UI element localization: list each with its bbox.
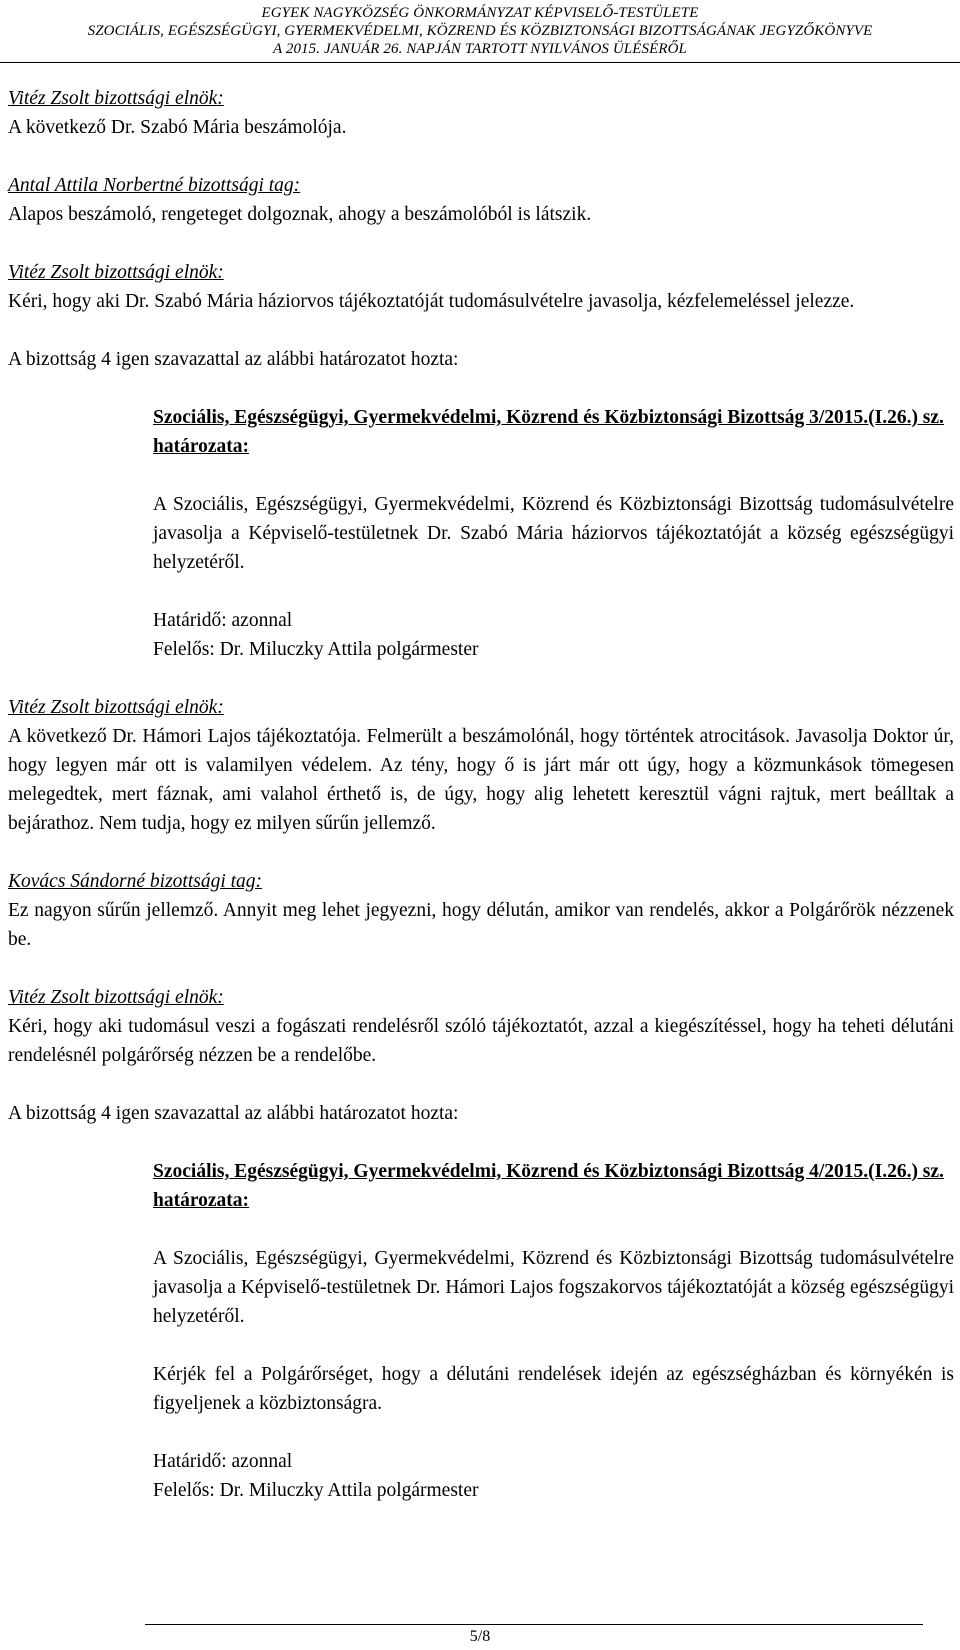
speech-text: Kéri, hogy aki Dr. Szabó Mária háziorvos tájékoztatóját tudomásulvételre javasolja, kézfelemeléssel jelezze. (8, 291, 855, 312)
header-council-name: EGYEK NAGYKÖZSÉG ÖNKORMÁNYZAT KÉPVISELŐ-TESTÜLETE (261, 5, 699, 21)
speaker-label: Vitéz Zsolt bizottsági elnök: (8, 262, 224, 283)
speaker-label: Vitéz Zsolt bizottsági elnök: (8, 88, 224, 109)
resolution-body: A Szociális, Egészségügyi, Gyermekvédelmi, Közrend és Közbiztonsági Bizottság tudomásulvételre javasolja a Képviselő-testületnek Dr. Hámori Lajos fogszakorvos tájékoztatóját a község egészségügyi helyzetéről. (153, 1248, 954, 1327)
speech-text: Kéri, hogy aki tudomásul veszi a fogászati rendelésről szóló tájékoztatót, azzal a kiegészítéssel, hogy ha teheti délutáni rendelésnél polgárőrség nézzen be a rendelőbe. (8, 1016, 954, 1066)
minutes-body (8, 84, 954, 1505)
speaker-label: Antal Attila Norbertné bizottsági tag: (8, 175, 301, 196)
resolution-title: Szociális, Egészségügyi, Gyermekvédelmi, Közrend és Közbiztonsági Bizottság 4/2015.(I.26.) sz. határozata: (153, 1161, 944, 1211)
page-header (0, 4, 960, 59)
resolution-3 (153, 403, 954, 664)
resolution-4 (153, 1157, 954, 1505)
resolution-body-2: Kérjék fel a Polgárőrséget, hogy a délutáni rendelések idején az egészségházban és környékén is figyeljenek a közbiztonságra. (153, 1364, 954, 1414)
header-divider (0, 62, 960, 63)
speaker-label: Kovács Sándorné bizottsági tag: (8, 871, 263, 892)
page-number: 5/8 (469, 1628, 491, 1645)
resolution-responsible: Felelős: Dr. Miluczky Attila polgármester (153, 1480, 479, 1501)
speech-text: A következő Dr. Hámori Lajos tájékoztatója. Felmerült a beszámolónál, hogy történtek atrocitások. Javasolja Doktor úr, hogy legyen már ott is valamilyen védelem. Az tény, hogy ő is járt már ott úgy, hogy a közmunkások tömegesen melegedtek, mert fáznak, ami valahol érthető is, de úgy, hogy alig lehetett keresztül vágni rajtuk, mert beálltak a bejárathoz. Nem tudja, hogy ez milyen sűrűn jellemző. (8, 726, 954, 834)
speaker-label: Vitéz Zsolt bizottsági elnök: (8, 987, 224, 1008)
footer-divider (145, 1624, 923, 1625)
resolution-deadline: Határidő: azonnal (153, 610, 293, 631)
speech-text: Alapos beszámoló, rengeteget dolgoznak, ahogy a beszámolóból is látszik. (8, 204, 592, 225)
vote-statement: A bizottság 4 igen szavazattal az alábbi határozatot hozta: (8, 349, 459, 370)
resolution-deadline: Határidő: azonnal (153, 1451, 293, 1472)
header-meeting-date: A 2015. JANUÁR 26. NAPJÁN TARTOTT NYILVÁNOS ÜLÉSÉRŐL (273, 41, 687, 57)
speaker-label: Vitéz Zsolt bizottsági elnök: (8, 697, 224, 718)
resolution-body: A Szociális, Egészségügyi, Gyermekvédelmi, Közrend és Közbiztonsági Bizottság tudomásulvételre javasolja a Képviselő-testületnek Dr. Szabó Mária háziorvos tájékoztatóját a község egészségügyi helyzetéről. (153, 494, 954, 573)
vote-statement: A bizottság 4 igen szavazattal az alábbi határozatot hozta: (8, 1103, 459, 1124)
speech-text: A következő Dr. Szabó Mária beszámolója. (8, 117, 347, 138)
resolution-title: Szociális, Egészségügyi, Gyermekvédelmi, Közrend és Közbiztonsági Bizottság 3/2015.(I.26.) sz. határozata: (153, 407, 944, 457)
speech-text: Ez nagyon sűrűn jellemző. Annyit meg lehet jegyezni, hogy délután, amikor van rendelés, akkor a Polgárőrök nézzenek be. (8, 900, 954, 950)
resolution-responsible: Felelős: Dr. Miluczky Attila polgármester (153, 639, 479, 660)
header-committee-name: SZOCIÁLIS, EGÉSZSÉGÜGYI, GYERMEKVÉDELMI, KÖZREND ÉS KÖZBIZTONSÁGI BIZOTTSÁGÁNAK JEGYZŐKÖNYVE (87, 23, 873, 39)
